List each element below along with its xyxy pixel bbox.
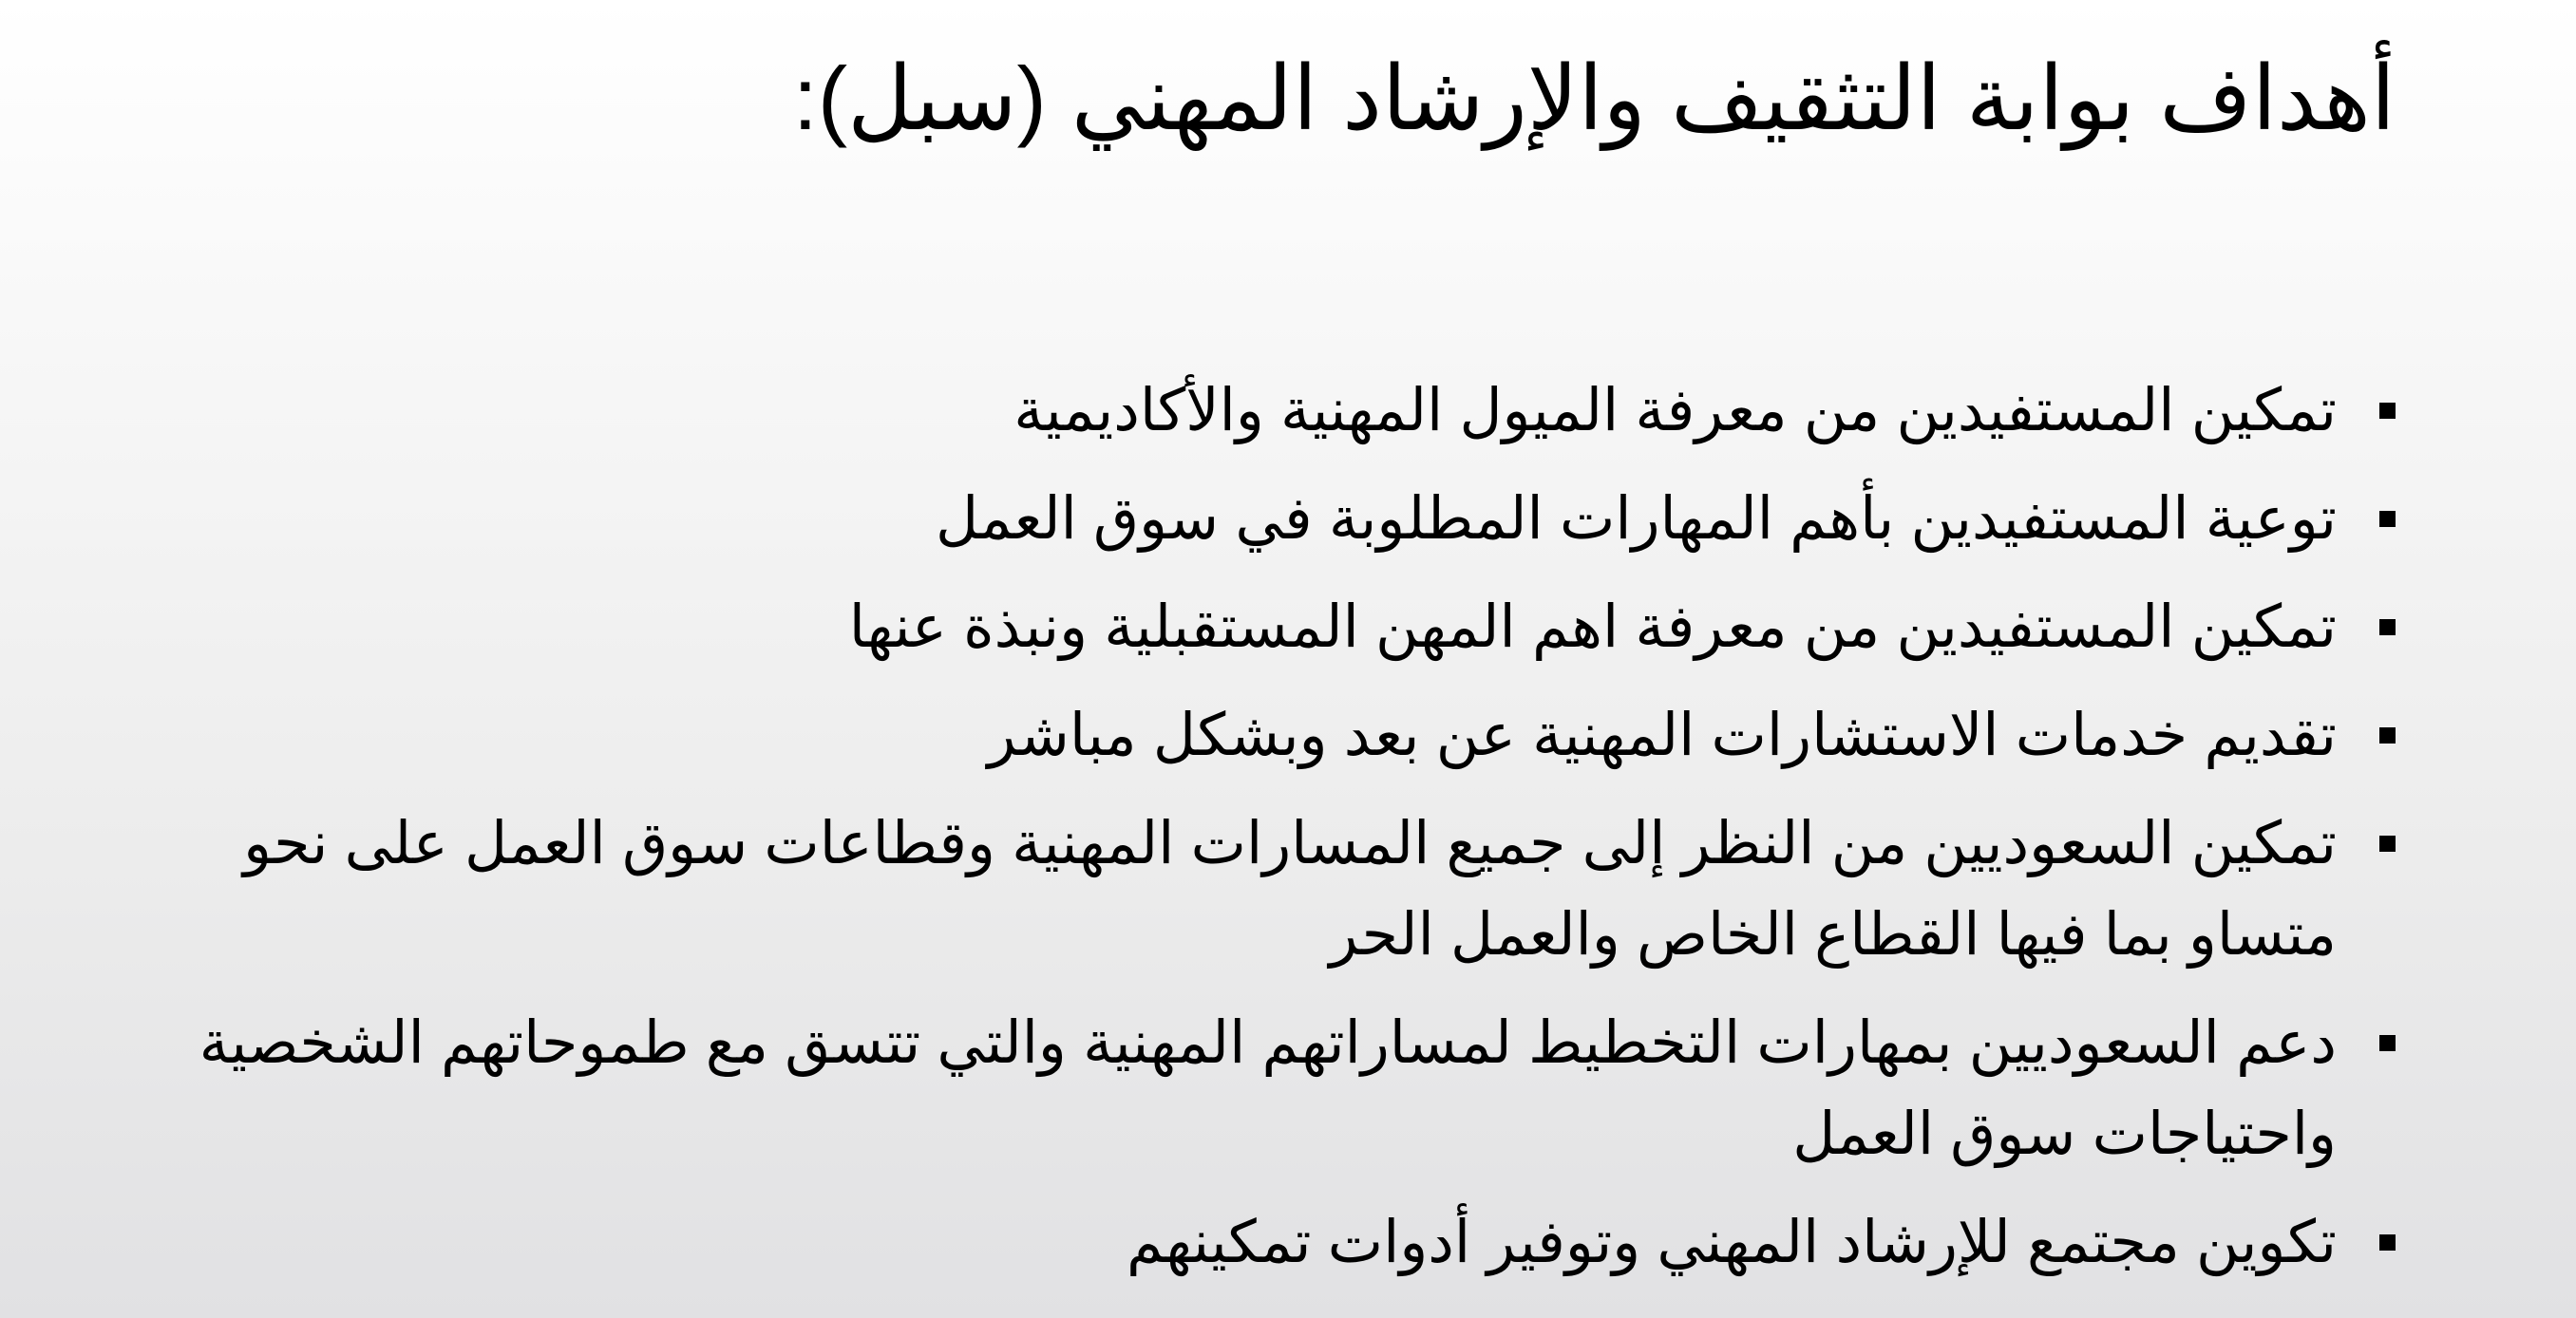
list-item (97, 998, 2396, 1180)
list-item (97, 366, 2396, 457)
list-item (97, 582, 2396, 673)
square-bullet-icon (2379, 836, 2396, 852)
list-item-text: تقديم خدمات الاستشارات المهنية عن بعد وبشكل مباشر (987, 703, 2337, 768)
square-bullet-icon (2379, 727, 2396, 744)
list-item-text: دعم السعوديين بمهارات التخطيط لمساراتهم المهنية والتي تتسق مع طموحاتهم الشخصية واحتياجات سوق العمل (199, 1010, 2337, 1167)
square-bullet-icon (2379, 619, 2396, 635)
list-item (97, 690, 2396, 781)
list-item-text: تمكين المستفيدين من معرفة اهم المهن المستقبلية ونبذة عنها (848, 594, 2337, 660)
list-item (97, 1197, 2396, 1289)
list-item-text: تكوين مجتمع للإرشاد المهني وتوفير أدوات تمكينهم (1126, 1210, 2337, 1275)
list-item-text: تمكين المستفيدين من معرفة الميول المهنية والأكاديمية (1013, 378, 2337, 443)
objectives-list (97, 366, 2396, 1306)
list-item (97, 799, 2396, 981)
square-bullet-icon (2379, 1234, 2396, 1251)
square-bullet-icon (2379, 1035, 2396, 1051)
square-bullet-icon (2379, 403, 2396, 419)
square-bullet-icon (2379, 511, 2396, 527)
list-item-text: توعية المستفيدين بأهم المهارات المطلوبة في سوق العمل (935, 486, 2337, 552)
list-item (97, 474, 2396, 565)
slide-title: أهداف بوابة التثقيف والإرشاد المهني (سبل): (792, 48, 2396, 148)
list-item-text: تمكين السعوديين من النظر إلى جميع المسارات المهنية وقطاعات سوق العمل على نحو متساو بما فيها القطاع الخاص والعمل الحر (243, 811, 2337, 968)
